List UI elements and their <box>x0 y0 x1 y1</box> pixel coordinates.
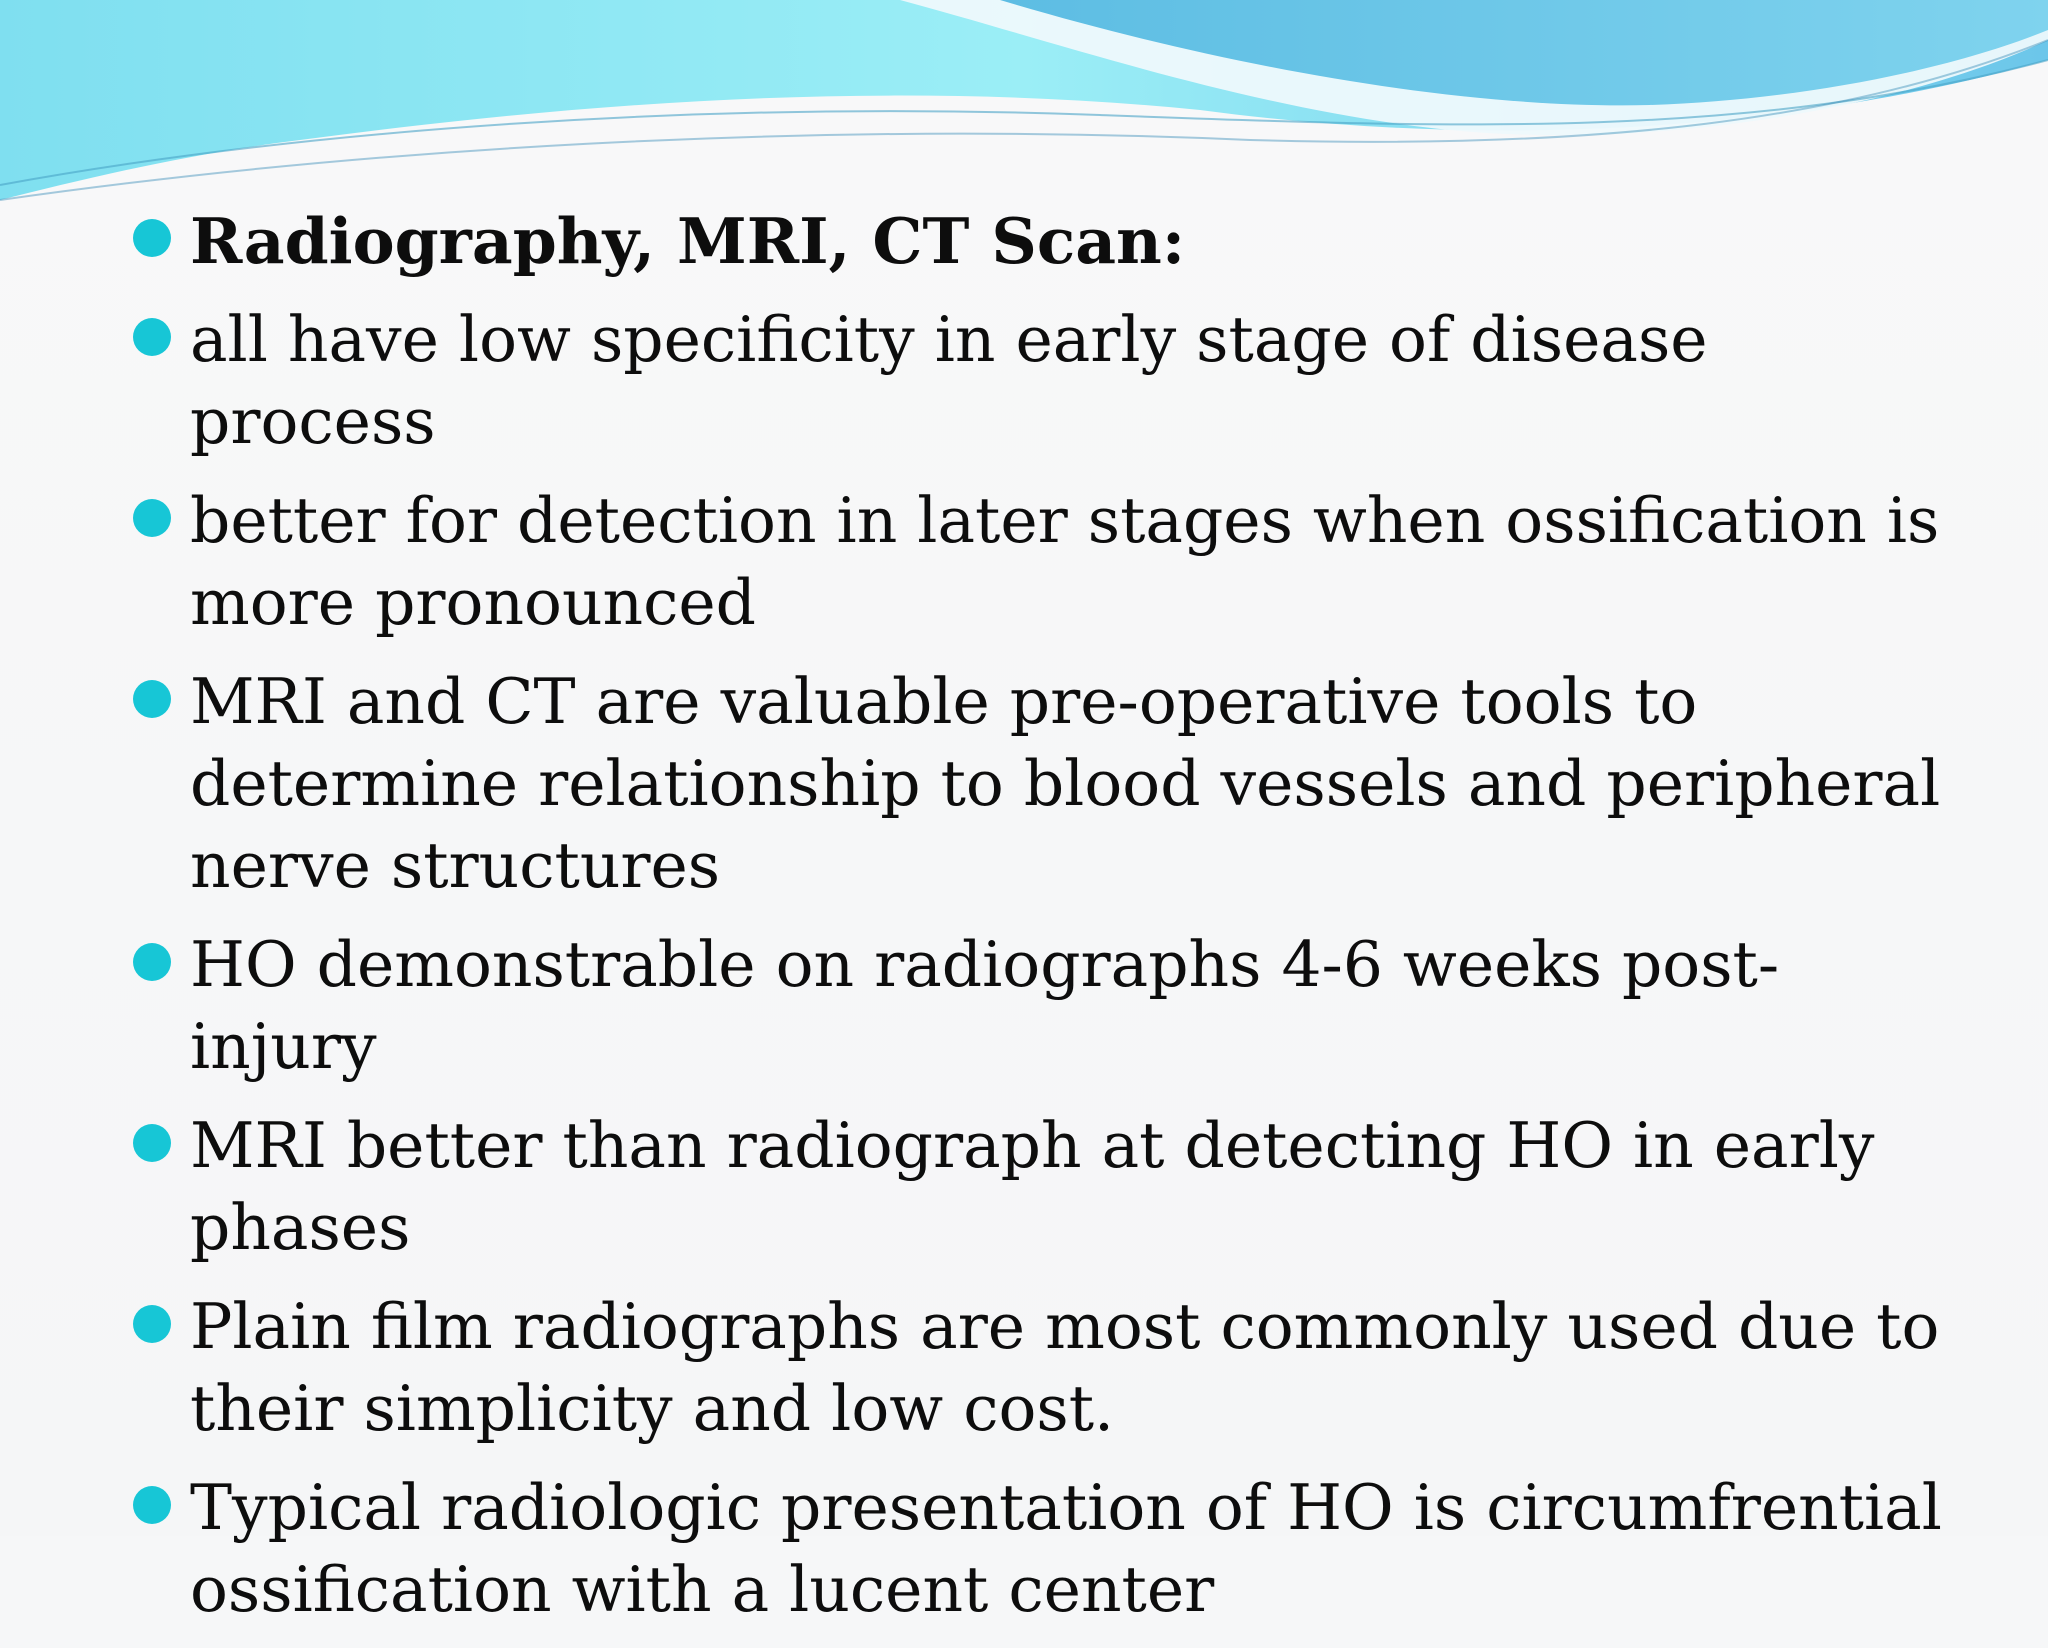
bullet-text: MRI and CT are valuable pre-operative tools to determine relationship to blood vessels and peripheral nerve structures <box>190 665 1941 902</box>
bullet-item <box>130 1105 1950 1269</box>
bullet-item <box>130 299 1950 463</box>
bullet-dot-icon <box>133 1124 171 1162</box>
bullet-text: Radiography, MRI, CT Scan: <box>190 204 1186 278</box>
bullet-dot-icon <box>133 318 171 356</box>
bullet-list <box>130 200 1950 1648</box>
bullet-text: all have low specificity in early stage of disease process <box>190 303 1708 458</box>
bullet-item <box>130 480 1950 644</box>
bullet-item <box>130 661 1950 907</box>
bullet-dot-icon <box>133 680 171 718</box>
bullet-dot-icon <box>133 499 171 537</box>
bullet-text: Typical radiologic presentation of HO is circumfrential ossification with a lucent center <box>190 1471 1942 1626</box>
bullet-item <box>130 200 1950 282</box>
bullet-item <box>130 924 1950 1088</box>
bullet-text: HO demonstrable on radiographs 4-6 weeks post-injury <box>190 928 1780 1083</box>
bullet-text: better for detection in later stages when ossification is more pronounced <box>190 484 1940 639</box>
bullet-text: MRI better than radiograph at detecting HO in early phases <box>190 1109 1875 1264</box>
bullet-dot-icon <box>133 219 171 257</box>
bullet-text: Plain film radiographs are most commonly used due to their simplicity and low cost. <box>190 1290 1940 1445</box>
bullet-dot-icon <box>133 1305 171 1343</box>
bullet-item <box>130 1286 1950 1450</box>
bullet-dot-icon <box>133 1486 171 1524</box>
bullet-item <box>130 1467 1950 1631</box>
bullet-dot-icon <box>133 943 171 981</box>
